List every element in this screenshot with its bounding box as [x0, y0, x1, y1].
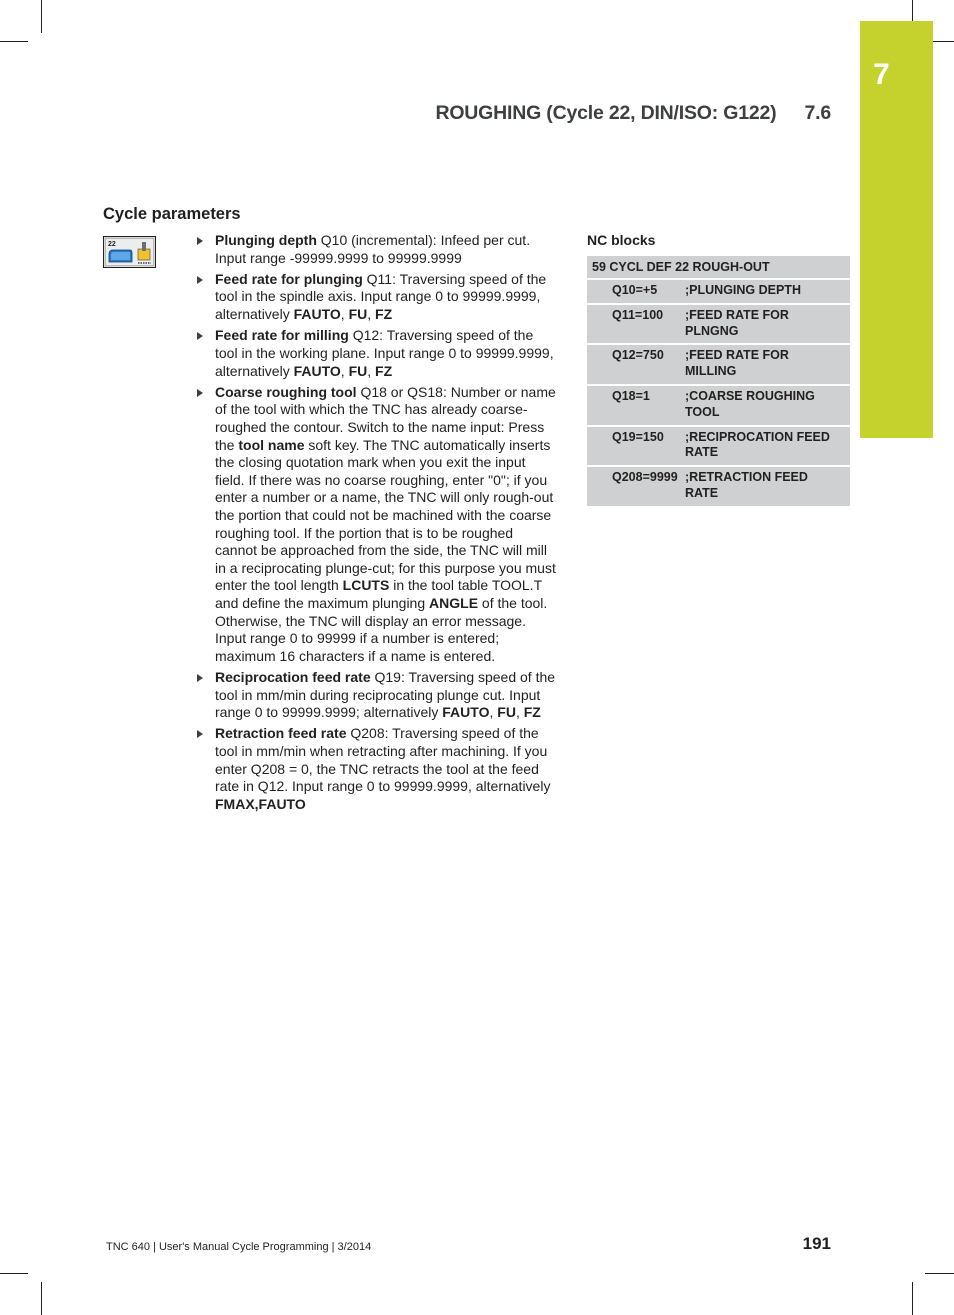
- separator: ,: [367, 362, 376, 379]
- nc-table-row: [587, 305, 850, 346]
- keyword-fz: FZ: [523, 704, 541, 721]
- keyword-fauto: FAUTO: [293, 306, 341, 323]
- keyword-fu: FU: [497, 704, 516, 721]
- param-retraction-feed-rate: [193, 725, 557, 813]
- cycle-icon-label: 22: [108, 241, 116, 248]
- param-name: Plunging depth: [215, 232, 317, 248]
- param-name: Feed rate for plunging: [215, 270, 363, 287]
- nc-param: Q18=1: [612, 388, 650, 403]
- param-description-cont: soft key. The TNC automatically inserts the closing quotation mark when you exit the input field. If there was no coarse roughing, enter "0"; if you enter a number or a name, the TNC will only rough-out the portion that could not be machined with the coarse roughing tool. If the portion that is to be roughed cannot be approached from the side, the TNC will mill in a reciprocating plunge-cut; for this purpose you must enter the tool length: [215, 436, 556, 594]
- nc-param: Q12=750: [612, 348, 664, 363]
- bullet-arrow-icon: [197, 389, 203, 397]
- footer-text: TNC 640 | User's Manual Cycle Programming | 3/2014: [106, 1241, 372, 1253]
- keyword-fu: FU: [348, 362, 368, 379]
- keyword-fauto: FAUTO: [293, 362, 341, 379]
- nc-comment: ;FEED RATE FOR MILLING: [685, 348, 789, 379]
- keyword-fz: FZ: [375, 362, 393, 379]
- crop-mark: [0, 1273, 28, 1274]
- param-description-cont: of the tool. Otherwise, the TNC will display an error message. Input range 0 to 99999 if a number is entered; maximum 16 characters if a name is entered.: [215, 594, 548, 664]
- cycle-22-icon: [103, 236, 156, 268]
- nc-blocks-title: NC blocks: [587, 232, 656, 248]
- bullet-arrow-icon: [197, 730, 203, 738]
- nc-table-row: [587, 427, 850, 468]
- nc-comment: ;PLUNGING DEPTH: [685, 283, 801, 297]
- keyword-angle: ANGLE: [429, 594, 479, 611]
- nc-param: Q10=+5: [612, 283, 658, 297]
- crop-mark: [41, 0, 42, 33]
- keyword-lcuts: LCUTS: [342, 577, 390, 594]
- bullet-arrow-icon: [197, 237, 203, 245]
- nc-param: Q19=150: [612, 429, 664, 444]
- separator: ,: [367, 306, 376, 323]
- nc-comment: ;RETRACTION FEED RATE: [685, 470, 808, 500]
- param-name: Feed rate for milling: [215, 327, 349, 344]
- param-reciprocation-feed-rate: [193, 669, 557, 722]
- section-title: Cycle parameters: [103, 205, 241, 223]
- param-name: Retraction feed rate: [215, 725, 347, 742]
- separator: ,: [340, 306, 349, 323]
- crop-mark: [925, 1273, 954, 1274]
- nc-table-header: 59 CYCL DEF 22 ROUGH-OUT: [587, 256, 850, 280]
- page-number: 191: [802, 1234, 831, 1253]
- nc-comment: ;RECIPROCATION FEED RATE: [685, 429, 830, 460]
- param-name: Coarse roughing tool: [215, 383, 357, 400]
- nc-table-row: [587, 386, 850, 427]
- nc-table-row: [587, 345, 850, 386]
- nc-comment: ;FEED RATE FOR PLNGNG: [685, 307, 789, 338]
- keyword-fu: FU: [348, 306, 368, 323]
- running-title: ROUGHING (Cycle 22, DIN/ISO: G122): [435, 102, 777, 124]
- nc-param: Q11=100: [612, 307, 664, 322]
- crop-mark: [41, 1282, 42, 1315]
- nc-comment: ;COARSE ROUGHING TOOL: [685, 388, 815, 419]
- crop-mark: [912, 1282, 913, 1315]
- parameter-list: [193, 232, 557, 817]
- bullet-arrow-icon: [197, 276, 203, 284]
- keyword-fauto: FAUTO: [442, 704, 490, 721]
- nc-param: Q208=9999: [612, 470, 678, 485]
- param-feed-rate-plunging: [193, 271, 557, 324]
- keyword-fz: FZ: [375, 306, 393, 323]
- param-description-cont: in the tool table TOOL.T and define the maximum plunging: [215, 577, 542, 611]
- section-number: 7.6: [804, 102, 831, 124]
- param-description: Q19: Traversing speed of the tool in mm/min during reciprocating plunge cut. Input range 0 to 99999.9999; alternatively: [215, 669, 556, 721]
- separator: ,: [340, 362, 349, 379]
- nc-table-row: [587, 467, 850, 508]
- running-head: [0, 102, 831, 125]
- nc-table-row: [587, 280, 850, 305]
- keyword-tool-name: tool name: [238, 436, 305, 453]
- bullet-arrow-icon: [197, 332, 203, 340]
- chapter-number: 7: [873, 58, 890, 91]
- param-description: Q11: Traversing speed of the tool in the spindle axis. Input range 0 to 99999.9999, alternatively: [215, 270, 547, 323]
- nc-blocks-table: [587, 256, 850, 508]
- param-description: Q18 or QS18: Number or name of the tool with which the TNC has already coarse-roughed the contour. Switch to the name input: Press the: [215, 383, 556, 453]
- keyword-fmax-fauto: FMAX,FAUTO: [215, 795, 306, 812]
- param-name: Reciprocation feed rate: [215, 669, 371, 685]
- separator: ,: [489, 704, 498, 721]
- param-description: Q208: Traversing speed of the tool in mm/min when retracting after machining. If you enter Q208 = 0, the TNC retracts the tool at the feed rate in Q12. Input range 0 to 99999.9999, alternatively: [215, 725, 551, 795]
- param-plunging-depth: [193, 232, 557, 267]
- param-coarse-roughing-tool: [193, 384, 557, 666]
- param-description: Q12: Traversing speed of the tool in the working plane. Input range 0 to 99999.9999, alternatively: [215, 327, 554, 379]
- param-feed-rate-milling: [193, 327, 557, 380]
- separator: ,: [515, 704, 524, 721]
- chapter-tab: [860, 21, 933, 438]
- crop-mark: [0, 41, 28, 42]
- bullet-arrow-icon: [197, 674, 203, 682]
- param-description: Q10 (incremental): Infeed per cut. Input range -99999.9999 to 99999.9999: [215, 232, 531, 266]
